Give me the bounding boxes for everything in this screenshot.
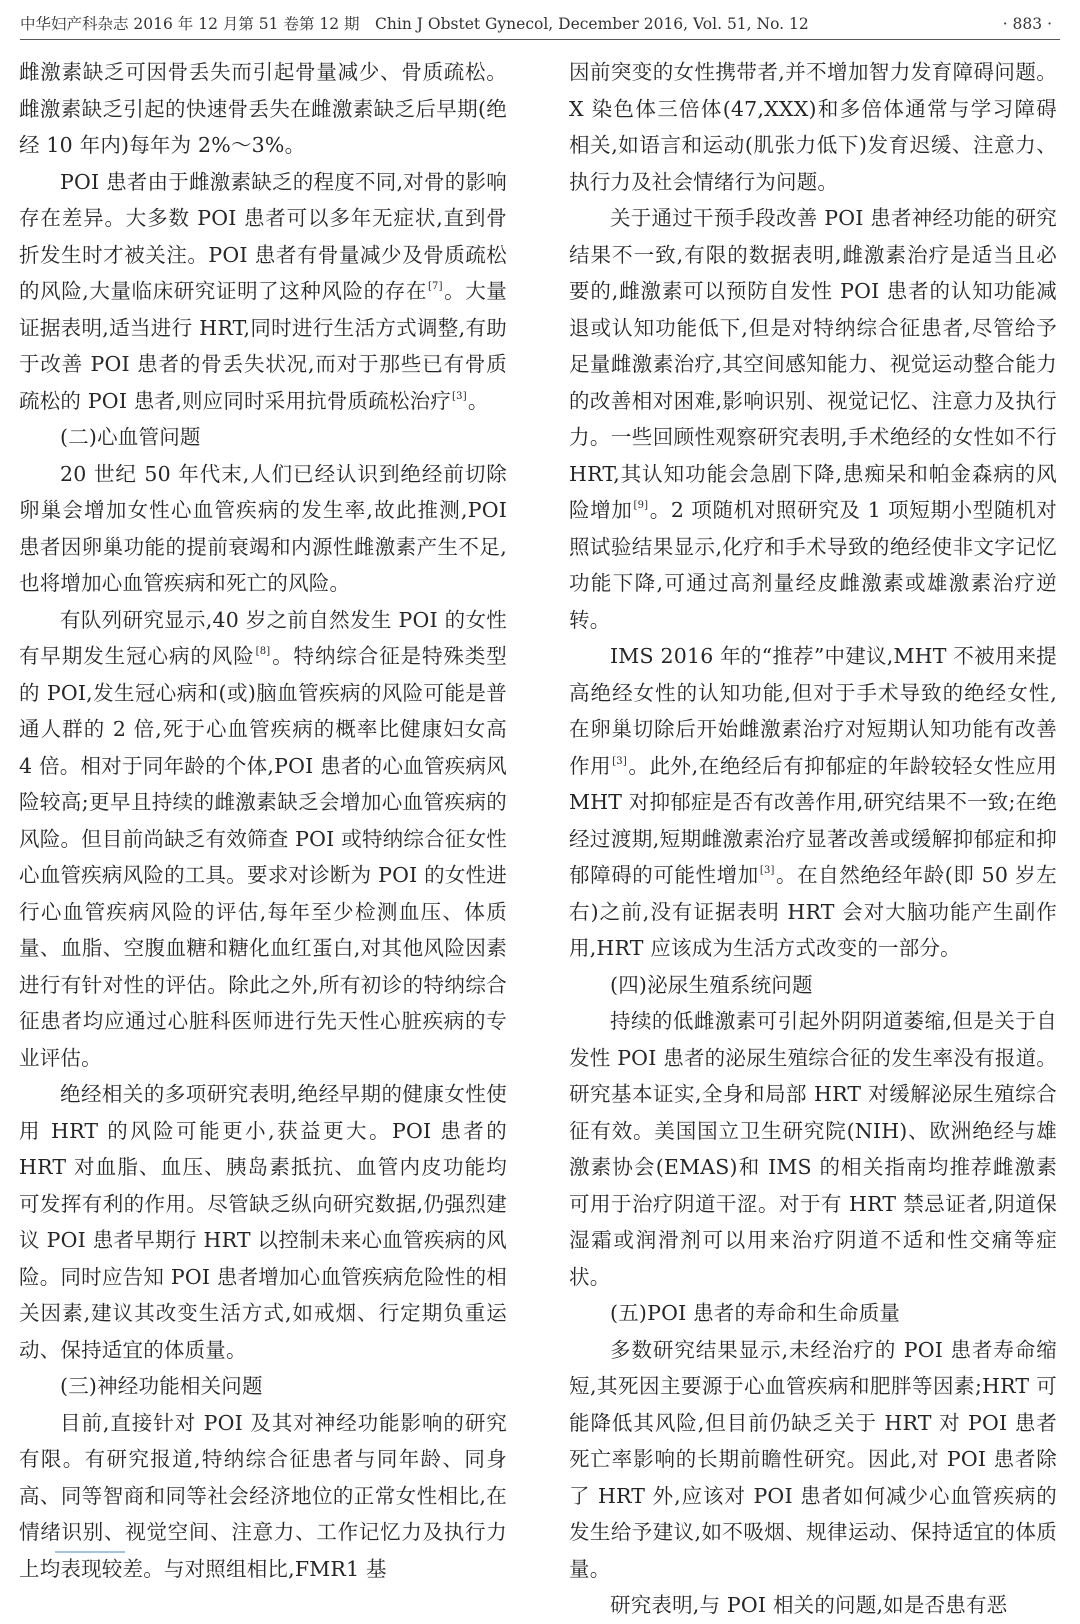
paragraph: 目前,直接针对 POI 及其对神经功能影响的研究有限。有研究报道,特纳综合征患者与同年龄、同身高、同等智商和同等社会经济地位的正常女性相比,在情绪识别、视觉空间、注意力、工作记忆力及执行力上均表现较差。与对照组相比,FMR1 基 xyxy=(19,1410,507,1581)
citation-ref[interactable]: [9] xyxy=(633,500,649,511)
paragraph-text: 。在自然绝经年龄(即 50 岁左右)之前,没有证据表明 HRT 会对大脑功能产生副作用,HRT 应该成为生活方式改变的一部分。 xyxy=(569,863,1057,960)
running-header xyxy=(20,10,1060,38)
paragraph: 因前突变的女性携带者,并不增加智力发育障碍问题。X 染色体三倍体(47,XXX)和多倍体通常与学习障碍相关,如语言和运动(肌张力低下)发育迟缓、注意力、执行力及社会情绪行为问题。 xyxy=(569,60,1057,194)
section-heading: (五)POI 患者的寿命和生命质量 xyxy=(610,1301,901,1325)
paragraph: 绝经相关的多项研究表明,绝经早期的健康女性使用 HRT 的风险可能更小,获益更大。POI 患者的 HRT 对血脂、血压、胰岛素抵抗、血管内皮功能均可发挥有利的作用。尽管缺乏纵向研究数据,仍强烈建议 POI 患者早期行 HRT 以控制未来心血管疾病的风险。同时应告知 POI 患者增加心血管疾病危险性的相关因素,建议其改变生活方式,如戒烟、行定期负重运动、保持适宜的体质量。 xyxy=(19,1082,507,1362)
section-heading: (二)心血管问题 xyxy=(60,425,201,449)
paragraph-text: 。 xyxy=(467,388,489,413)
page-number: · 883 · xyxy=(1002,15,1052,33)
section-heading: (四)泌尿生殖系统问题 xyxy=(610,972,813,997)
paragraph: 20 世纪 50 年代末,人们已经认识到绝经前切除卵巢会增加女性心血管疾病的发生率,故此推测,POI 患者因卵巢功能的提前衰竭和内源性雌激素产生不足,也将增加心血管疾病和死亡的风险。 xyxy=(19,461,507,595)
paragraph-text: POI 患者由于雌激素缺乏的程度不同,对骨的影响存在差异。大多数 POI 患者可以多年无症状,直到骨折发生时才被关注。POI 患者有骨量减少及骨质疏松的风险,大量临床研究证明了这种风险的存在 xyxy=(19,169,507,303)
citation-ref[interactable]: [3] xyxy=(452,390,467,402)
paragraph-text: 关于通过干预手段改善 POI 患者神经功能的研究结果不一致,有限的数据表明,雌激素治疗是适当且必要的,雌激素可以预防自发性 POI 患者的认知功能减退或认知功能低下,但是对特纳综合征患者,尽管给予足量雌激素治疗,其空间感知能力、视觉运动整合能力的改善相对困难,影响识别、视觉记忆、注意力及执行力。一些回顾性观察研究表明,手术绝经的女性如不行 HRT,其认知功能会急剧下降,患痴呆和帕金森病的风险增加 xyxy=(569,206,1057,522)
header-divider xyxy=(20,39,1060,40)
paragraph xyxy=(569,200,1057,638)
scan-mark xyxy=(55,1551,125,1559)
paragraph-text: 有队列研究显示,40 岁之前自然发生 POI 的女性有早期发生冠心病的风险 xyxy=(19,607,507,668)
paragraph-text: 。大量证据表明,适当进行 HRT,同时进行生活方式调整,有助于改善 POI 患者的骨丢失状况,而对于那些已有骨质疏松的 POI 患者,则应同时采用抗骨质疏松治疗 xyxy=(19,279,507,413)
paragraph-text: 。2 项随机对照研究及 1 项短期小型随机对照试验结果显示,化疗和手术导致的绝经使非文字记忆功能下降,可通过高剂量经皮雌激素或雄激素治疗逆转。 xyxy=(569,498,1057,632)
citation-ref[interactable]: [8] xyxy=(255,646,271,657)
section-heading: (三)神经功能相关问题 xyxy=(60,1374,263,1398)
paragraph xyxy=(569,638,1057,967)
citation-ref[interactable]: [3] xyxy=(759,865,775,876)
right-column xyxy=(569,54,1058,1617)
paragraph: 雌激素缺乏可因骨丢失而引起骨量减少、骨质疏松。雌激素缺乏引起的快速骨丢失在雌激素缺乏后早期(绝经 10 年内)每年为 2%～3%。 xyxy=(19,60,507,157)
paragraph-text: 。此外,在绝经后有抑郁症的年龄较轻女性应用 MHT 对抑郁症是否有改善作用,研究结果不一致;在绝经过渡期,短期雌激素治疗显著改善或缓解抑郁症和抑郁障碍的可能性增加 xyxy=(569,753,1058,887)
paragraph: 持续的低雌激素可引起外阴阴道萎缩,但是关于自发性 POI 患者的泌尿生殖综合征的发生率没有报道。研究基本证实,全身和局部 HRT 对缓解泌尿生殖综合征有效。美国国立卫生研究院(NIH)、欧洲绝经与雄激素协会(EMAS)和 IMS 的相关指南均推荐雌激素可用于治疗阴道干涩。对于有 HRT 禁忌证者,阴道保湿霜或润滑剂可以用来治疗阴道不适和性交痛等症状。 xyxy=(569,1009,1057,1289)
paragraph-text: IMS 2016 年的“推荐”中建议,MHT 不被用来提高绝经女性的认知功能,但对于手术导致的绝经女性,在卵巢切除后开始雌激素治疗对短期认知功能有改善作用 xyxy=(569,644,1057,778)
paragraph: 研究表明,与 POI 相关的问题,如是否患有恶 xyxy=(610,1593,1008,1617)
journal-citation: 中华妇产科杂志 2016 年 12 月第 51 卷第 12 期 Chin J Obstet Gynecol, December 2016, Vol. 51, No. 12 xyxy=(20,15,809,33)
paragraph xyxy=(19,602,507,1077)
paragraph xyxy=(19,164,507,420)
citation-ref[interactable]: [7] xyxy=(427,281,443,292)
paragraph-text: 。特纳综合征是特殊类型的 POI,发生冠心病和(或)脑血管疾病的风险可能是普通人群的 2 倍,死于心血管疾病的概率比健康妇女高 4 倍。相对于同年龄的个体,POI 患者的心血管疾病风险较高;更早且持续的雌激素缺乏会增加心血管疾病的风险。但目前尚缺乏有效筛查 POI 或特纳综合征女性心血管疾病风险的工具。要求对诊断为 POI 的女性进行心血管疾病风险的评估,每年至少检测血压、体质量、血脂、空腹血糖和糖化血红蛋白,对其他风险因素进行有针对性的评估。除此之外,所有初诊的特纳综合征患者均应通过心脏科医师进行先天性心脏疾病的专业评估。 xyxy=(19,644,508,1070)
paragraph: 多数研究结果显示,未经治疗的 POI 患者寿命缩短,其死因主要源于心血管疾病和肥胖等因素;HRT 可能降低其风险,但目前仍缺乏关于 HRT 对 POI 患者死亡率影响的长期前瞻性研究。因此,对 POI 患者除了 HRT 外,应该对 POI 患者如何减少心血管疾病的发生给予建议,如不吸烟、规律运动、保持适宜的体质量。 xyxy=(569,1337,1057,1581)
left-column xyxy=(19,54,508,1581)
citation-ref[interactable]: [3] xyxy=(612,755,627,767)
